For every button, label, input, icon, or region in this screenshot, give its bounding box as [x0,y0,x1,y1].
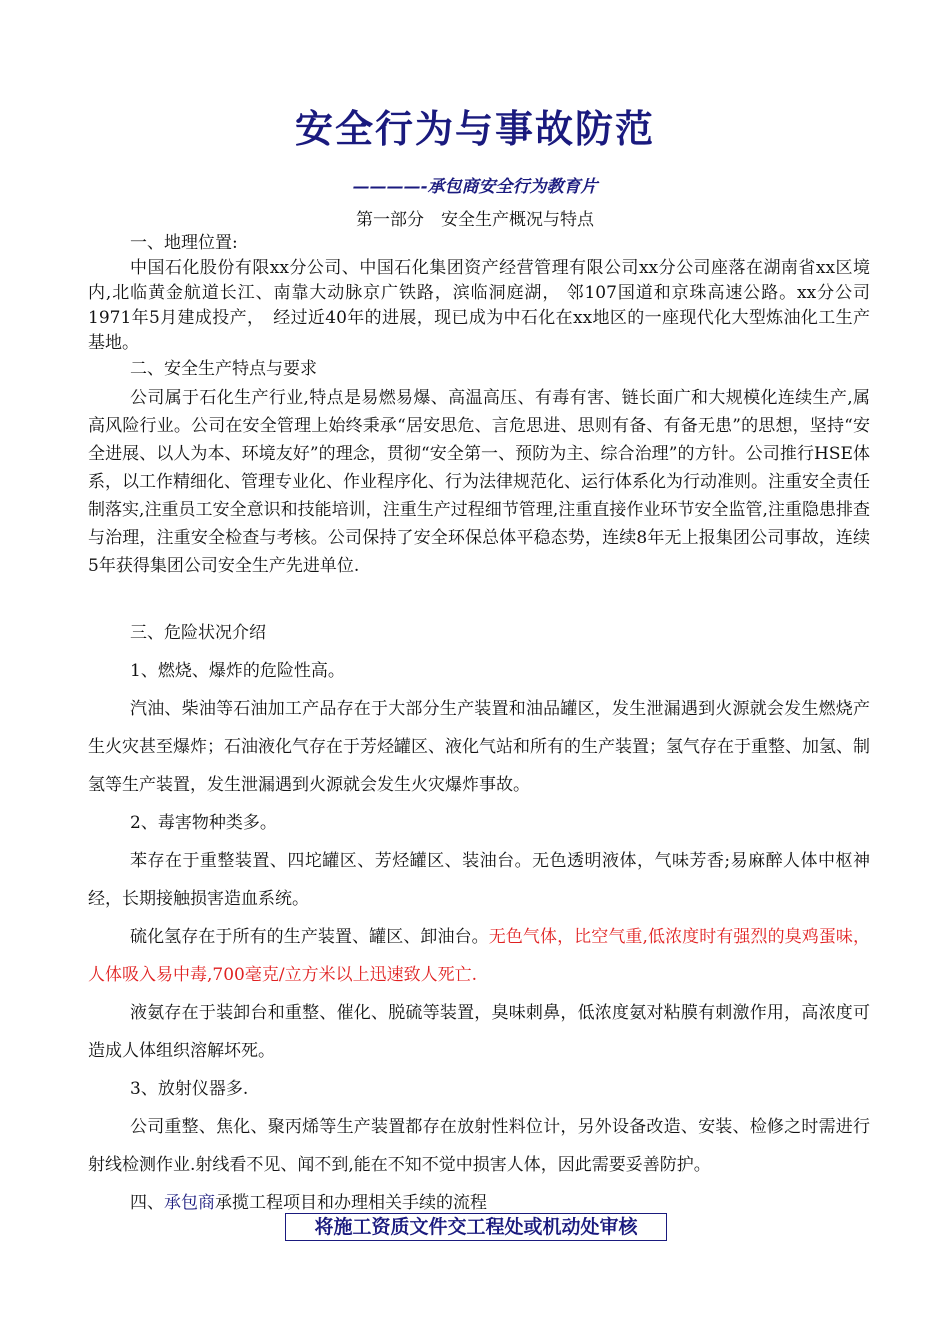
hazard-item-paragraph: 苯存在于重整装置、四坨罐区、芳烃罐区、装油台。无色透明液体，气味芳香;易麻醉人体中枢神经，长期接触损害造血系统。 [88,851,870,909]
flow-step-box: 将施工资质文件交工程处或机动处审核 [285,1213,667,1241]
hazard-item-heading: 3、放射仪器多. [130,1079,249,1099]
paragraph-text: 硫化氢存在于所有的生产装置、罐区、卸油台。 [130,927,489,947]
hazard-item-paragraph: 公司重整、焦化、聚丙烯等生产装置都存在放射性料位计，另外设备改造、安装、检修之时需进行射线检测作业.射线看不见、闻不到,能在不知不觉中损害人体，因此需要妥善防护。 [88,1117,870,1175]
part-heading: 第一部分 安全生产概况与特点 [356,210,594,230]
highlighted-warning-text: 无色气体，比空气重,低浓度时有强烈的臭鸡蛋味，人体吸入易中毒,700毫克/立方米以上迅速致人死亡. [88,927,871,985]
section-hazards [88,614,870,1222]
section-heading: 二、安全生产特点与要求 [130,359,317,379]
hazard-item-heading: 1、燃烧、爆炸的危险性高。 [130,661,345,681]
section-heading: 一、地理位置: [130,233,238,253]
section-safety-features [88,356,870,580]
section-paragraph: 中国石化股份有限xx分公司、中国石化集团资产经营管理有限公司xx分公司座落在湖南省xx区境内,北临黄金航道长江、南靠大动脉京广铁路，滨临洞庭湖， 邻107国道和京珠高速公路。xx分公司1971年5月建成投产， 经过近40年的进展，现已成为中石化在xx地区的一座现代化大型炼油化工生产基地。 [88,258,870,353]
section-paragraph: 公司属于石化生产行业,特点是易燃易爆、高温高压、有毒有害、链长面广和大规模化连续生产,属高风险行业。公司在安全管理上始终秉承“居安思危、言危思进、思则有备、有备无患”的思想，坚持“安全进展、以人为本、环境友好”的理念，贯彻“安全第一、预防为主、综合治理”的方针。公司推行HSE体系，以工作精细化、管理专业化、作业程序化、行为法律规范化、运行体系化为行动准则。注重安全责任制落实,注重员工安全意识和技能培训，注重生产过程细节管理,注重直接作业环节安全监管,注重隐患排查与治理，注重安全检查与考核。公司保持了安全环保总体平稳态势，连续8年无上报集团公司事故，连续5年获得集团公司安全生产先进单位. [88,388,870,576]
section-heading: 三、危险状况介绍 [130,623,266,643]
hazard-item-heading: 2、毒害物种类多。 [130,813,277,833]
document-subtitle: ————-承包商安全行为教育片 [352,177,598,197]
heading-rest: 承揽工程项目和办理相关手续的流程 [215,1193,487,1213]
hazard-item-paragraph [88,918,870,994]
hazard-item-paragraph: 液氨存在于装卸台和重整、催化、脱硫等装置，臭味刺鼻，低浓度氨对粘膜有刺激作用，高浓度可造成人体组织溶解坏死。 [88,1003,870,1061]
heading-prefix: 四、 [130,1193,164,1213]
document-title: 安全行为与事故防范 [294,107,655,151]
contractor-highlight: 承包商 [164,1193,215,1213]
section-geography [88,231,870,356]
hazard-item-paragraph: 汽油、柴油等石油加工产品存在于大部分生产装置和油品罐区，发生泄漏遇到火源就会发生燃烧产生火灾甚至爆炸；石油液化气存在于芳烃罐区、液化气站和所有的生产装置；氢气存在于重整、加氢、制氢等生产装置，发生泄漏遇到火源就会发生火灾爆炸事故。 [88,699,870,795]
